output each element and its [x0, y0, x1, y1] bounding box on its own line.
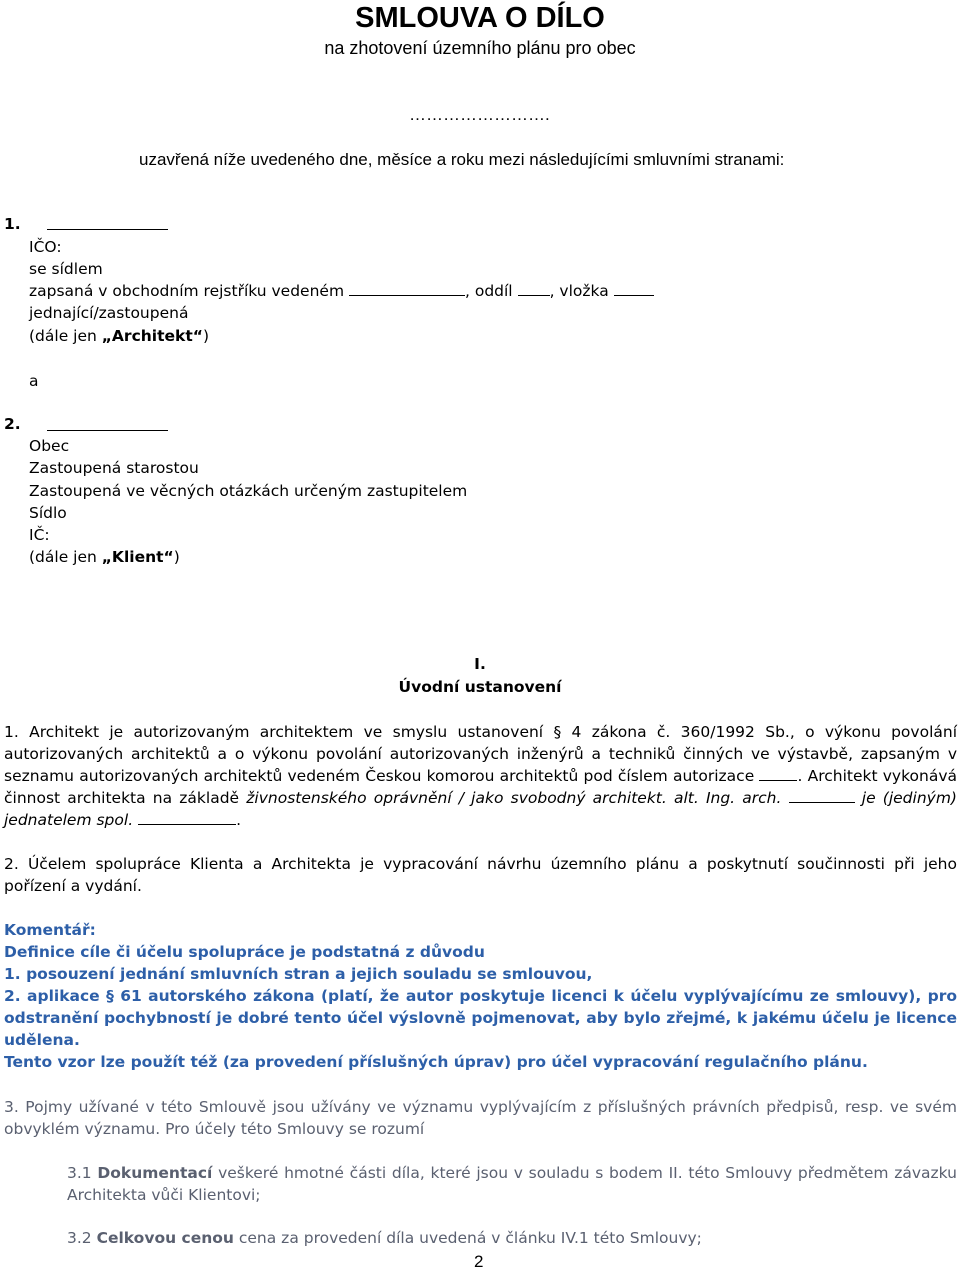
company-name-blank	[138, 810, 236, 825]
document-subtitle: na zhotovení územního plánu pro obec	[324, 38, 636, 58]
comment-line3: 2. aplikace § 61 autorského zákona (platí, že autor poskytuje licenci k účelu vyplývajícímu ze smlouvy), pro odstranění pochybností je dobré tento účel výslovně pojmenovat, aby bylo zřejmé, k jakému účelu je licence udělena.	[4, 987, 958, 1049]
comment-line4: Tento vzor lze použít též (za provedení příslušných úprav) pro účel vypracování regulačního plánu.	[4, 1053, 868, 1071]
party2-line2: Zastoupená starostou	[29, 459, 199, 477]
intro-text: uzavřená níže uvedeného dne, měsíce a roku mezi následujícími smluvními stranami:	[139, 150, 785, 169]
party2-alias: (dále jen „Klient“)	[29, 548, 180, 566]
party1-number: 1.	[4, 215, 21, 233]
architect-name-blank	[789, 788, 855, 803]
register-section-blank	[518, 281, 550, 296]
party2-number: 2.	[4, 415, 21, 433]
register-court-blank	[349, 281, 465, 296]
section-sign: §	[553, 723, 562, 741]
and-word: a	[29, 372, 39, 390]
party2-line5: IČ:	[29, 526, 50, 544]
party2-line4: Sídlo	[29, 504, 67, 522]
obec-name-placeholder: …………………….	[409, 105, 550, 124]
party1-alias: (dále jen „Architekt“)	[29, 327, 210, 345]
paragraph-3: 3. Pojmy užívané v této Smlouvě jsou užívány ve významu vyplývajícím z příslušných právních předpisů, resp. ve svém obvyklém významu. Pro účely této Smlouvy se rozumí	[4, 1098, 957, 1138]
party2-line1: Obec	[29, 437, 70, 455]
party2-name-blank	[47, 430, 168, 431]
definition-3-1: 3.1 Dokumentací veškeré hmotné části díla, které jsou v souladu s bodem II. této Smlouvy předmětem závazku Architekta vůči Klientovi;	[67, 1164, 957, 1204]
section-number: I.	[474, 655, 486, 673]
party1-name-blank	[47, 229, 168, 230]
section-heading: Úvodní ustanovení	[398, 678, 562, 696]
comment-line1: Definice cíle či účelu spolupráce je podstatná z důvodu	[4, 943, 485, 961]
party1-register: zapsaná v obchodním rejstříku vedeném , oddíl , vložka	[29, 280, 654, 302]
document-title: SMLOUVA O DÍLO	[355, 2, 605, 34]
comment-line2: 1. posouzení jednání smluvních stran a jejich souladu se smlouvou,	[4, 965, 593, 983]
authorization-number-blank	[759, 766, 797, 781]
party1-seat: se sídlem	[29, 260, 103, 278]
paragraph-2: 2. Účelem spolupráce Klienta a Architekta je vypracování návrhu územního plánu a poskytnutí součinnosti při jeho pořízení a vydání.	[4, 855, 957, 895]
register-insert-blank	[614, 281, 654, 296]
party1-acting: jednající/zastoupená	[29, 304, 189, 322]
page-number: 2	[474, 1252, 484, 1271]
party1-ico: IČO:	[29, 238, 62, 256]
paragraph-1: 1. Architekt je autorizovaným architektem ve smyslu ustanovení § 4 zákona č. 360/1992 Sb., o výkonu povolání autorizovaných architektů a o výkonu povolání autorizovaných inženýrů a techniků činných ve výstavbě, zapsaným v seznamu autorizovaných architektů vedeném Českou komorou architektů pod číslem autorizace . Architekt vykonává činnost architekta na základě živnostenského oprávnění / jako svobodný architekt. alt. Ing. arch. je (jediným) jednatelem spol. .	[4, 723, 958, 829]
definition-3-2: 3.2 Celkovou cenou cena za provedení díla uvedená v článku IV.1 této Smlouvy;	[67, 1229, 702, 1247]
party2-line3: Zastoupená ve věcných otázkách určeným zastupitelem	[29, 482, 468, 500]
comment-label: Komentář:	[4, 921, 96, 939]
